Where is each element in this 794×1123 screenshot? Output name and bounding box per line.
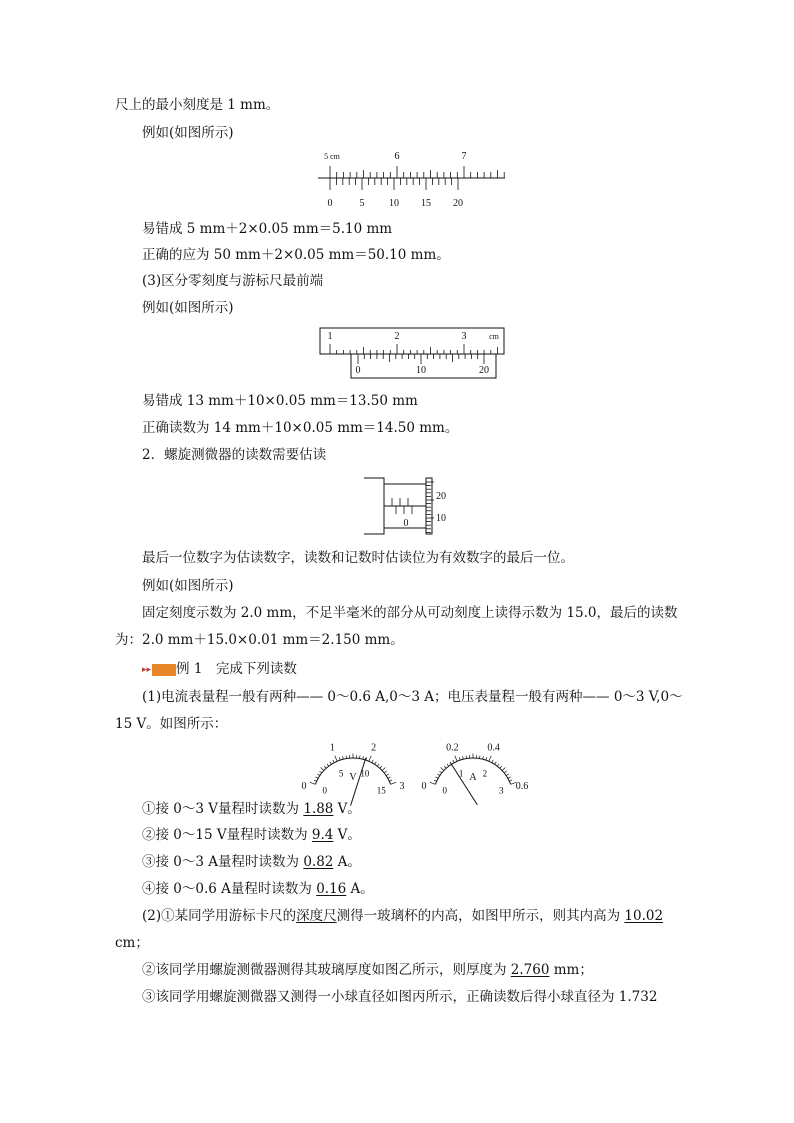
vernier-label: 20 xyxy=(479,365,489,376)
text-line: (1)电流表量程一般有两种—— 0～0.6 A,0～3 A；电压表量程一般有两种—— 0～3 V,0～ xyxy=(142,689,683,705)
dial-label-top: 1 xyxy=(329,742,335,754)
thimble-label: 10 xyxy=(436,513,446,524)
answer: 0.82 xyxy=(303,854,334,870)
vernier-label: 5 xyxy=(359,198,365,209)
thimble-label: 20 xyxy=(436,491,446,502)
dial-label-bottom: 1 xyxy=(458,768,464,779)
text-line: 为：2.0 mm＋15.0×0.01 mm＝2.150 mm。 xyxy=(115,632,404,648)
dial-tick xyxy=(455,756,457,762)
dial-label-end: 0 xyxy=(301,780,307,792)
dial-tick xyxy=(437,774,439,776)
unit-label: V xyxy=(349,772,357,783)
unit-label: A xyxy=(469,772,477,783)
text-line: 例如(如图所示) xyxy=(142,300,234,316)
dial-tick xyxy=(447,764,449,766)
dial-tick xyxy=(500,766,502,768)
main-scale-label: 6 xyxy=(394,151,400,162)
dial-tick xyxy=(386,774,388,776)
text-line: (3)区分零刻度与游标尺最前端 xyxy=(142,273,324,289)
text-line: 易错成 5 mm＋2×0.05 mm＝5.10 mm xyxy=(142,221,393,237)
needle xyxy=(450,763,477,805)
text-line: 易错成 13 mm＋10×0.05 mm＝13.50 mm xyxy=(142,393,418,409)
frame-outline xyxy=(364,478,384,534)
dial-tick xyxy=(492,760,493,763)
dial-label-bottom: 2 xyxy=(482,768,488,779)
dial-tick xyxy=(388,777,391,778)
double-arrow-icon: ▸▸ xyxy=(142,664,152,675)
dial-tick xyxy=(317,774,319,776)
answer: 9.4 xyxy=(311,827,334,843)
dial-tick xyxy=(363,756,364,759)
dial-tick xyxy=(330,762,332,765)
vernier-label: 20 xyxy=(453,198,463,209)
voltmeter-dial xyxy=(298,740,408,796)
main-scale-frame xyxy=(320,328,504,354)
dial-tick xyxy=(436,777,439,778)
dial-tick xyxy=(321,767,324,770)
main-scale-label: 3 xyxy=(461,331,467,342)
text-line: cm； xyxy=(115,935,149,951)
dial-tick xyxy=(316,777,319,778)
dial-label-end: 0.6 xyxy=(515,780,529,792)
micrometer-figure xyxy=(362,472,452,540)
dial-tick xyxy=(372,760,373,763)
dial-label-end: 3 xyxy=(399,780,405,792)
main-scale-label: 1 xyxy=(327,331,333,342)
vernier-label: 0 xyxy=(355,365,361,376)
dial-tick xyxy=(459,757,460,760)
dial-tick xyxy=(389,780,392,781)
answer: 1.88 xyxy=(303,801,334,817)
dial-label-top: 0.4 xyxy=(487,742,500,754)
dial-tick xyxy=(489,756,491,762)
dial-tick xyxy=(319,771,321,773)
question-7: ③该同学用螺旋测微器又测得一小球直径如图丙所示，正确读数后得小球直径为 1.732 xyxy=(142,989,658,1005)
dial-label-end: 0 xyxy=(421,780,427,792)
main-scale-label: 7 xyxy=(461,151,467,162)
dial-tick xyxy=(434,780,437,781)
dial-tick xyxy=(314,780,317,781)
dial-label-bottom: 10 xyxy=(360,768,370,779)
dial-tick xyxy=(508,777,511,778)
ammeter-dial xyxy=(418,740,529,796)
dial-label-bottom: 3 xyxy=(498,785,504,796)
dial-label-bottom: 0 xyxy=(322,785,328,796)
dial-tick xyxy=(463,756,464,759)
dial-tick xyxy=(495,762,497,765)
answer: 10.02 xyxy=(624,908,664,924)
dial-tick xyxy=(369,756,371,762)
dial-tick xyxy=(384,771,386,773)
main-scale-label: 2 xyxy=(394,331,400,342)
dial-tick xyxy=(497,764,499,766)
answer: 0.16 xyxy=(316,881,347,897)
dial-tick xyxy=(486,757,487,760)
vernier-scale-figure-2 xyxy=(318,326,508,382)
dial-tick xyxy=(441,767,444,770)
text-line: 最后一位数字为估读数字，读数和记数时估读位为有效数字的最后一位。 xyxy=(142,550,574,566)
dial-tick xyxy=(377,764,379,766)
text-line: 例如(如图所示) xyxy=(142,578,234,594)
dial-label-bottom: 0 xyxy=(442,785,448,796)
vernier-label: 15 xyxy=(421,198,431,209)
example-heading: ▸▸ 例 1 完成下列读数 xyxy=(142,661,297,677)
underlined-term: 深度尺 xyxy=(296,908,337,924)
example-badge xyxy=(152,664,176,676)
text-line: 15 V。如图所示： xyxy=(115,716,228,732)
dial-tick xyxy=(391,782,397,784)
vernier-label: 10 xyxy=(389,198,399,209)
sleeve-label: 0 xyxy=(403,518,409,529)
question-3: ③接 0～3 A量程时读数为 0.82 A。 xyxy=(142,854,361,870)
text-line: 固定刻度示数为 2.0 mm，不足半毫米的部分从可动刻度上读得示数为 15.0，最后的读数 xyxy=(142,605,678,621)
text-line: 正确的应为 50 mm＋2×0.05 mm＝50.10 mm。 xyxy=(142,247,450,263)
dial-tick xyxy=(502,767,505,770)
dial-tick xyxy=(324,766,326,768)
question-6: ②该同学用螺旋测微器测得其玻璃厚度如图乙所示，则厚度为 2.760 mm； xyxy=(142,962,593,978)
text-line: 正确读数为 14 mm＋10×0.05 mm＝14.50 mm。 xyxy=(142,420,459,436)
dial-tick xyxy=(444,766,446,768)
text-line: 2．螺旋测微器的读数需要估读 xyxy=(142,447,327,463)
dial-label-bottom: 15 xyxy=(376,785,386,796)
dial-tick xyxy=(453,760,454,763)
dial-tick xyxy=(504,771,506,773)
text-line: 例如(如图所示) xyxy=(142,125,234,141)
dial-tick xyxy=(343,756,344,759)
answer: 2.760 xyxy=(510,962,550,978)
unit-label: cm xyxy=(489,332,499,341)
dial-tick xyxy=(506,774,508,776)
question-5: (2)①某同学用游标卡尺的深度尺测得一玻璃杯的内高，如图甲所示，则其内高为 10.02 xyxy=(142,908,664,924)
dial-tick xyxy=(439,771,441,773)
dial-tick xyxy=(375,762,377,765)
dial-label-top: 2 xyxy=(371,742,377,754)
vernier-label: 10 xyxy=(416,365,426,376)
question-2: ②接 0～15 V量程时读数为 9.4 V。 xyxy=(142,827,361,843)
dial-tick xyxy=(327,764,329,766)
dial-tick xyxy=(339,757,340,760)
vernier-scale-figure-1 xyxy=(310,148,510,210)
dial-tick xyxy=(333,760,334,763)
question-4: ④接 0～0.6 A量程时读数为 0.16 A。 xyxy=(142,881,374,897)
dial-label-bottom: 5 xyxy=(338,768,344,779)
dial-tick xyxy=(335,756,337,762)
text-line: 尺上的最小刻度是 1 mm。 xyxy=(115,97,280,113)
dial-tick xyxy=(483,756,484,759)
dial-tick xyxy=(380,766,382,768)
question-1: ①接 0～3 V量程时读数为 1.88 V。 xyxy=(142,801,361,817)
vernier-label: 0 xyxy=(327,198,333,209)
dial-label-top: 0.2 xyxy=(446,742,459,754)
dial-tick xyxy=(509,780,512,781)
main-scale-label: 5 cm xyxy=(324,152,340,161)
dial-tick xyxy=(382,767,385,770)
dial-tick xyxy=(310,782,316,784)
dial-tick xyxy=(430,782,436,784)
